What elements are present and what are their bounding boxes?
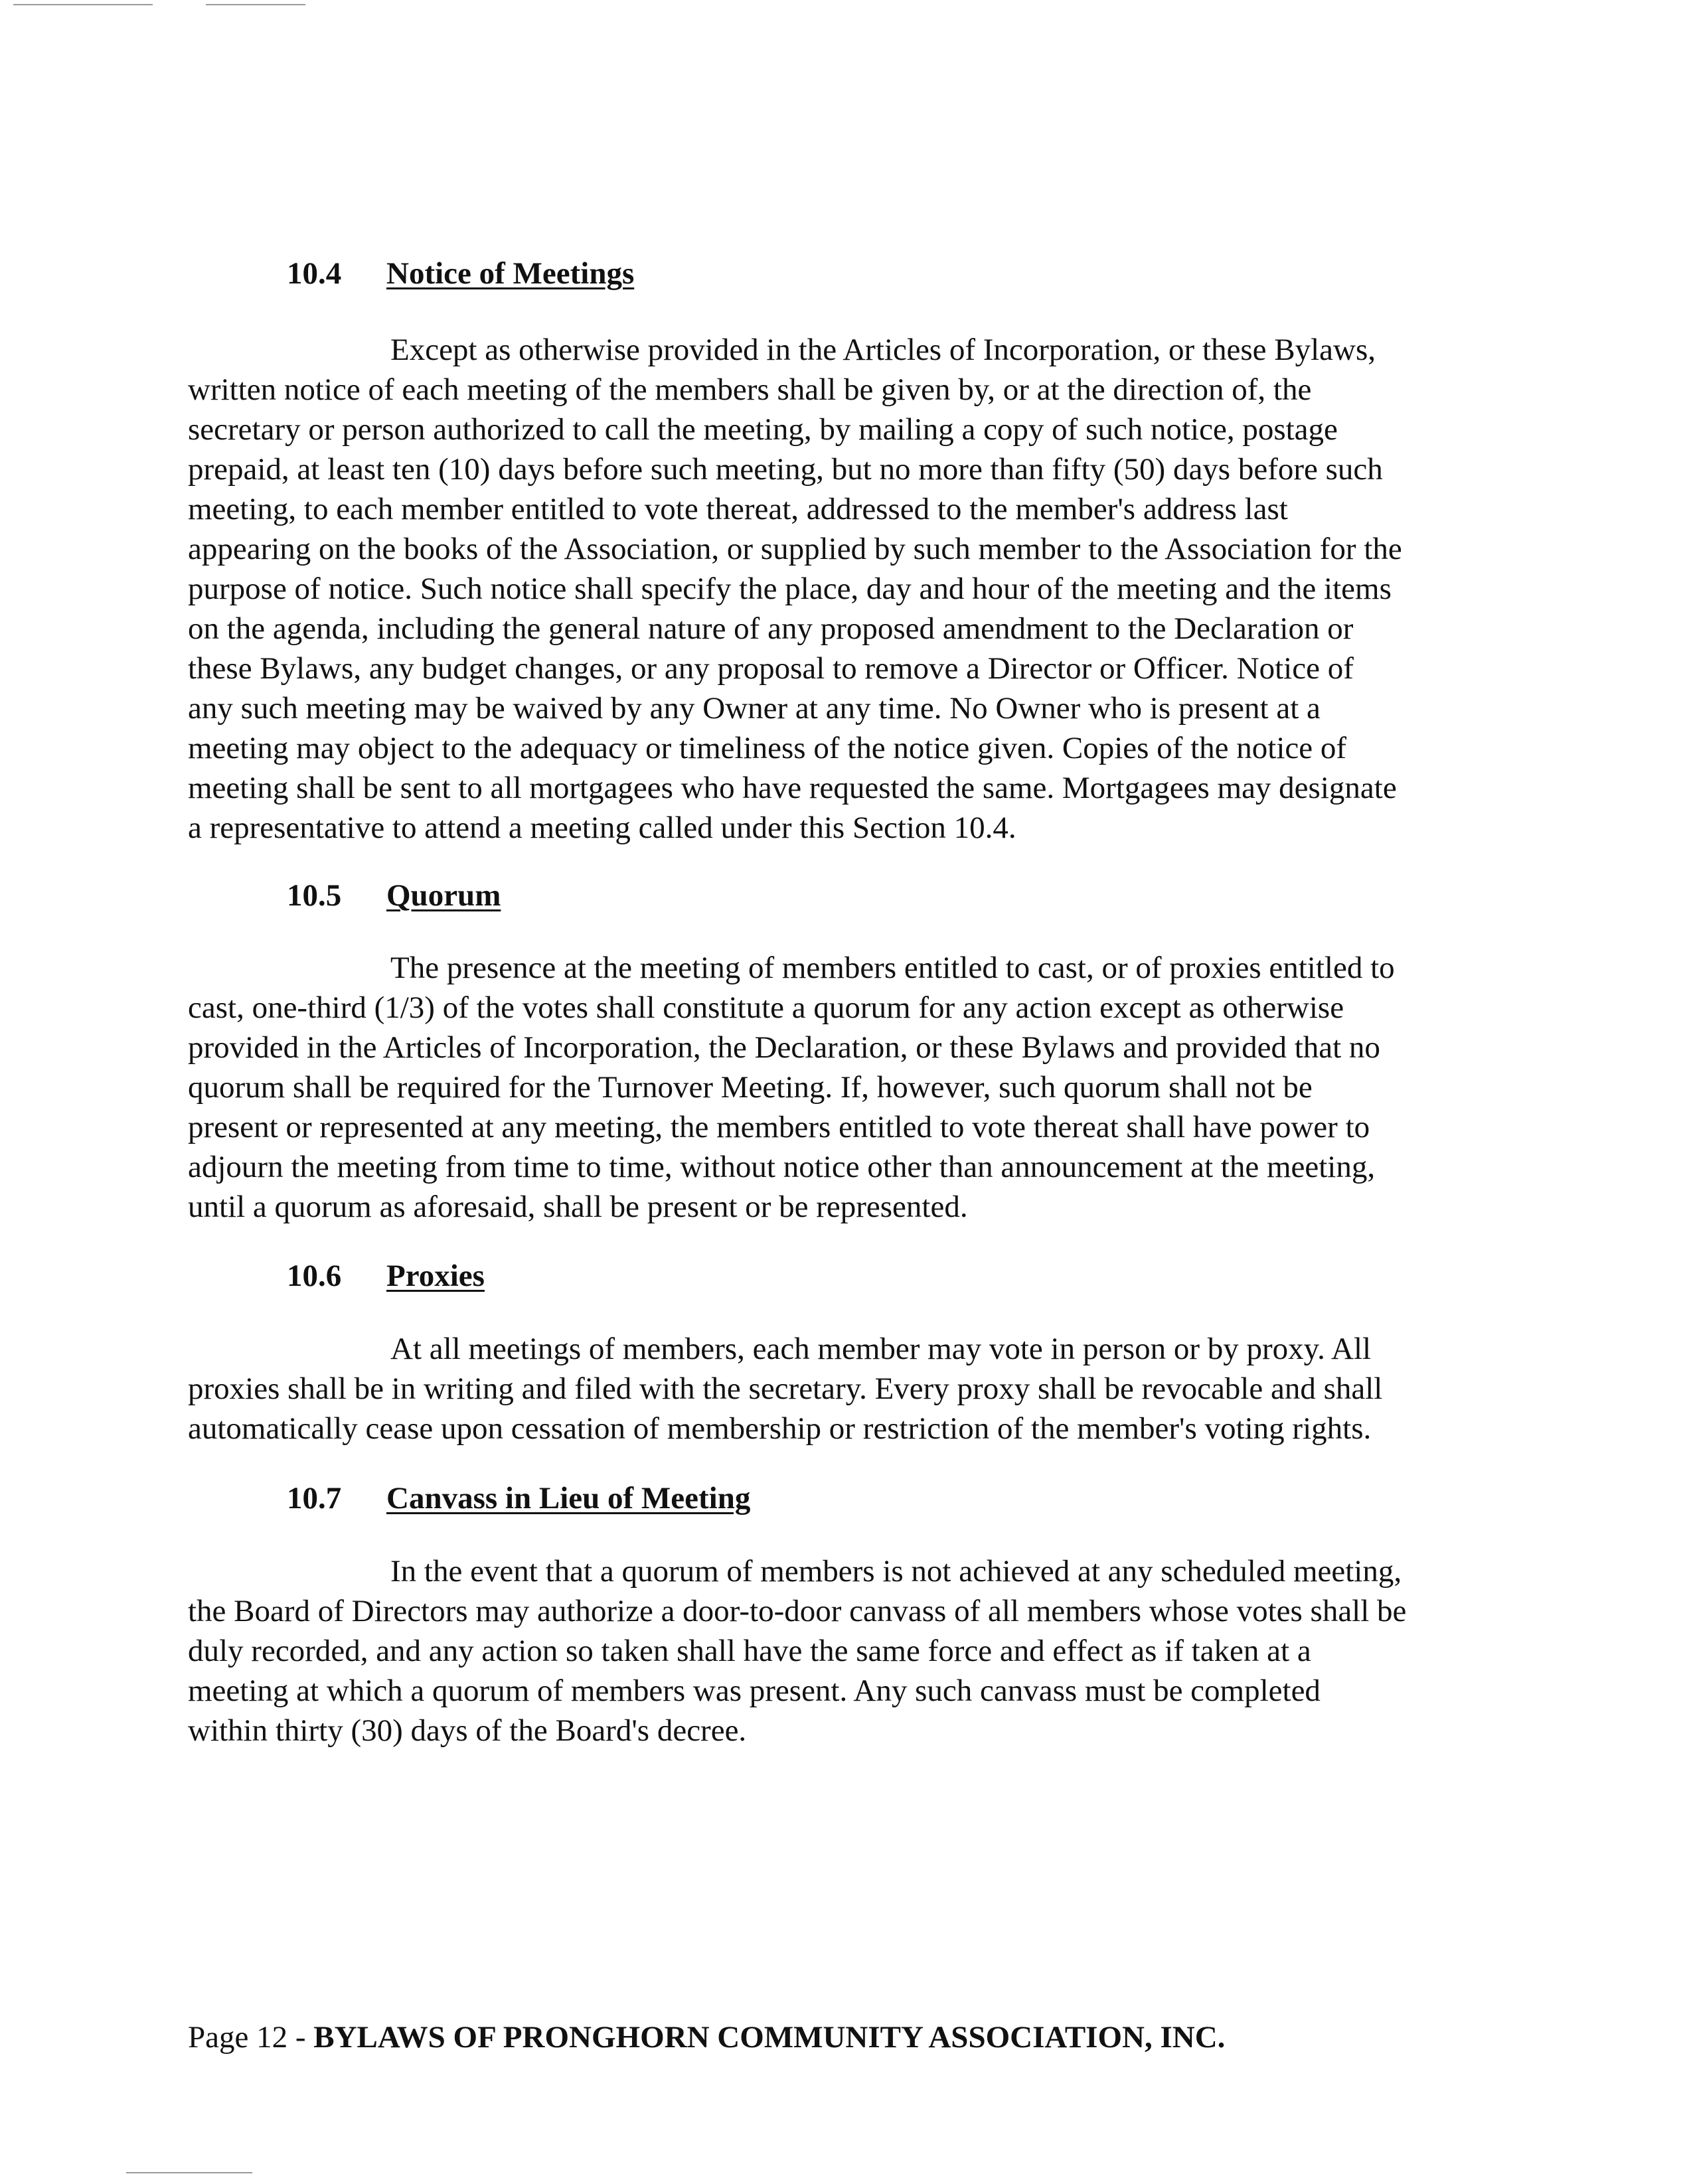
- scan-artifact: [13, 4, 153, 5]
- text-line: appearing on the books of the Association, or supplied by such member to the Association for the: [188, 532, 1402, 566]
- section-title: Notice of Meetings: [386, 256, 635, 291]
- text-line: At all meetings of members, each member may vote in person or by proxy. All: [390, 1332, 1372, 1366]
- section-body-10-4: [188, 330, 1516, 848]
- text-line: present or represented at any meeting, the members entitled to vote thereat shall have power to: [188, 1110, 1370, 1144]
- text-line: The presence at the meeting of members entitled to cast, or of proxies entitled to: [390, 951, 1395, 985]
- page-number-label: Page 12 -: [188, 2020, 314, 2055]
- text-line: cast, one-third (1/3) of the votes shall constitute a quorum for any action except as otherwise: [188, 990, 1344, 1025]
- section-body-10-5: [188, 948, 1516, 1227]
- text-line: the Board of Directors may authorize a door-to-door canvass of all members whose votes shall be: [188, 1594, 1407, 1628]
- section-body-10-7: [188, 1551, 1516, 1751]
- section-number: 10.6: [287, 1259, 342, 1293]
- text-line: quorum shall be required for the Turnover Meeting. If, however, such quorum shall not be: [188, 1070, 1313, 1105]
- section-title: Proxies: [386, 1259, 485, 1293]
- text-line: proxies shall be in writing and filed with the secretary. Every proxy shall be revocable and shall: [188, 1371, 1383, 1406]
- text-line: meeting, to each member entitled to vote thereat, addressed to the member's address last: [188, 492, 1288, 526]
- text-line: adjourn the meeting from time to time, without notice other than announcement at the meeting,: [188, 1150, 1376, 1184]
- section-heading-10-7: [287, 1479, 750, 1518]
- text-line: meeting shall be sent to all mortgagees who have requested the same. Mortgagees may designate: [188, 771, 1397, 805]
- text-line: written notice of each meeting of the members shall be given by, or at the direction of, the: [188, 372, 1312, 407]
- text-line: within thirty (30) days of the Board's decree.: [188, 1713, 747, 1748]
- page-footer: [188, 2018, 1225, 2057]
- section-title: Canvass in Lieu of Meeting: [386, 1481, 751, 1516]
- text-line: purpose of notice. Such notice shall specify the place, day and hour of the meeting and the items: [188, 572, 1392, 606]
- section-body-10-6: [188, 1329, 1516, 1448]
- scan-artifact: [126, 2172, 252, 2173]
- section-heading-10-4: [287, 254, 634, 293]
- text-line: duly recorded, and any action so taken shall have the same force and effect as if taken at a: [188, 1634, 1311, 1668]
- section-heading-10-5: [287, 876, 501, 915]
- text-line: meeting may object to the adequacy or timeliness of the notice given. Copies of the notice of: [188, 731, 1347, 765]
- text-line: a representative to attend a meeting called under this Section 10.4.: [188, 811, 1016, 845]
- section-heading-10-6: [287, 1257, 485, 1295]
- text-line: automatically cease upon cessation of membership or restriction of the member's voting rights.: [188, 1411, 1372, 1446]
- section-title: Quorum: [386, 878, 501, 913]
- text-line: provided in the Articles of Incorporation, the Declaration, or these Bylaws and provided that no: [188, 1030, 1380, 1065]
- text-line: until a quorum as aforesaid, shall be present or be represented.: [188, 1190, 968, 1224]
- text-line: secretary or person authorized to call the meeting, by mailing a copy of such notice, postage: [188, 412, 1338, 447]
- document-title: BYLAWS OF PRONGHORN COMMUNITY ASSOCIATION, INC.: [313, 2020, 1226, 2055]
- text-line: In the event that a quorum of members is not achieved at any scheduled meeting,: [390, 1554, 1402, 1589]
- text-line: meeting at which a quorum of members was present. Any such canvass must be completed: [188, 1674, 1321, 1708]
- scan-artifact: [206, 4, 305, 5]
- text-line: on the agenda, including the general nature of any proposed amendment to the Declaration or: [188, 611, 1354, 646]
- text-line: Except as otherwise provided in the Articles of Incorporation, or these Bylaws,: [390, 333, 1376, 367]
- section-number: 10.4: [287, 256, 342, 291]
- text-line: these Bylaws, any budget changes, or any proposal to remove a Director or Officer. Notice of: [188, 651, 1354, 686]
- text-line: prepaid, at least ten (10) days before such meeting, but no more than fifty (50) days before such: [188, 452, 1383, 487]
- section-number: 10.5: [287, 878, 342, 913]
- text-line: any such meeting may be waived by any Owner at any time. No Owner who is present at a: [188, 691, 1321, 726]
- section-number: 10.7: [287, 1481, 342, 1516]
